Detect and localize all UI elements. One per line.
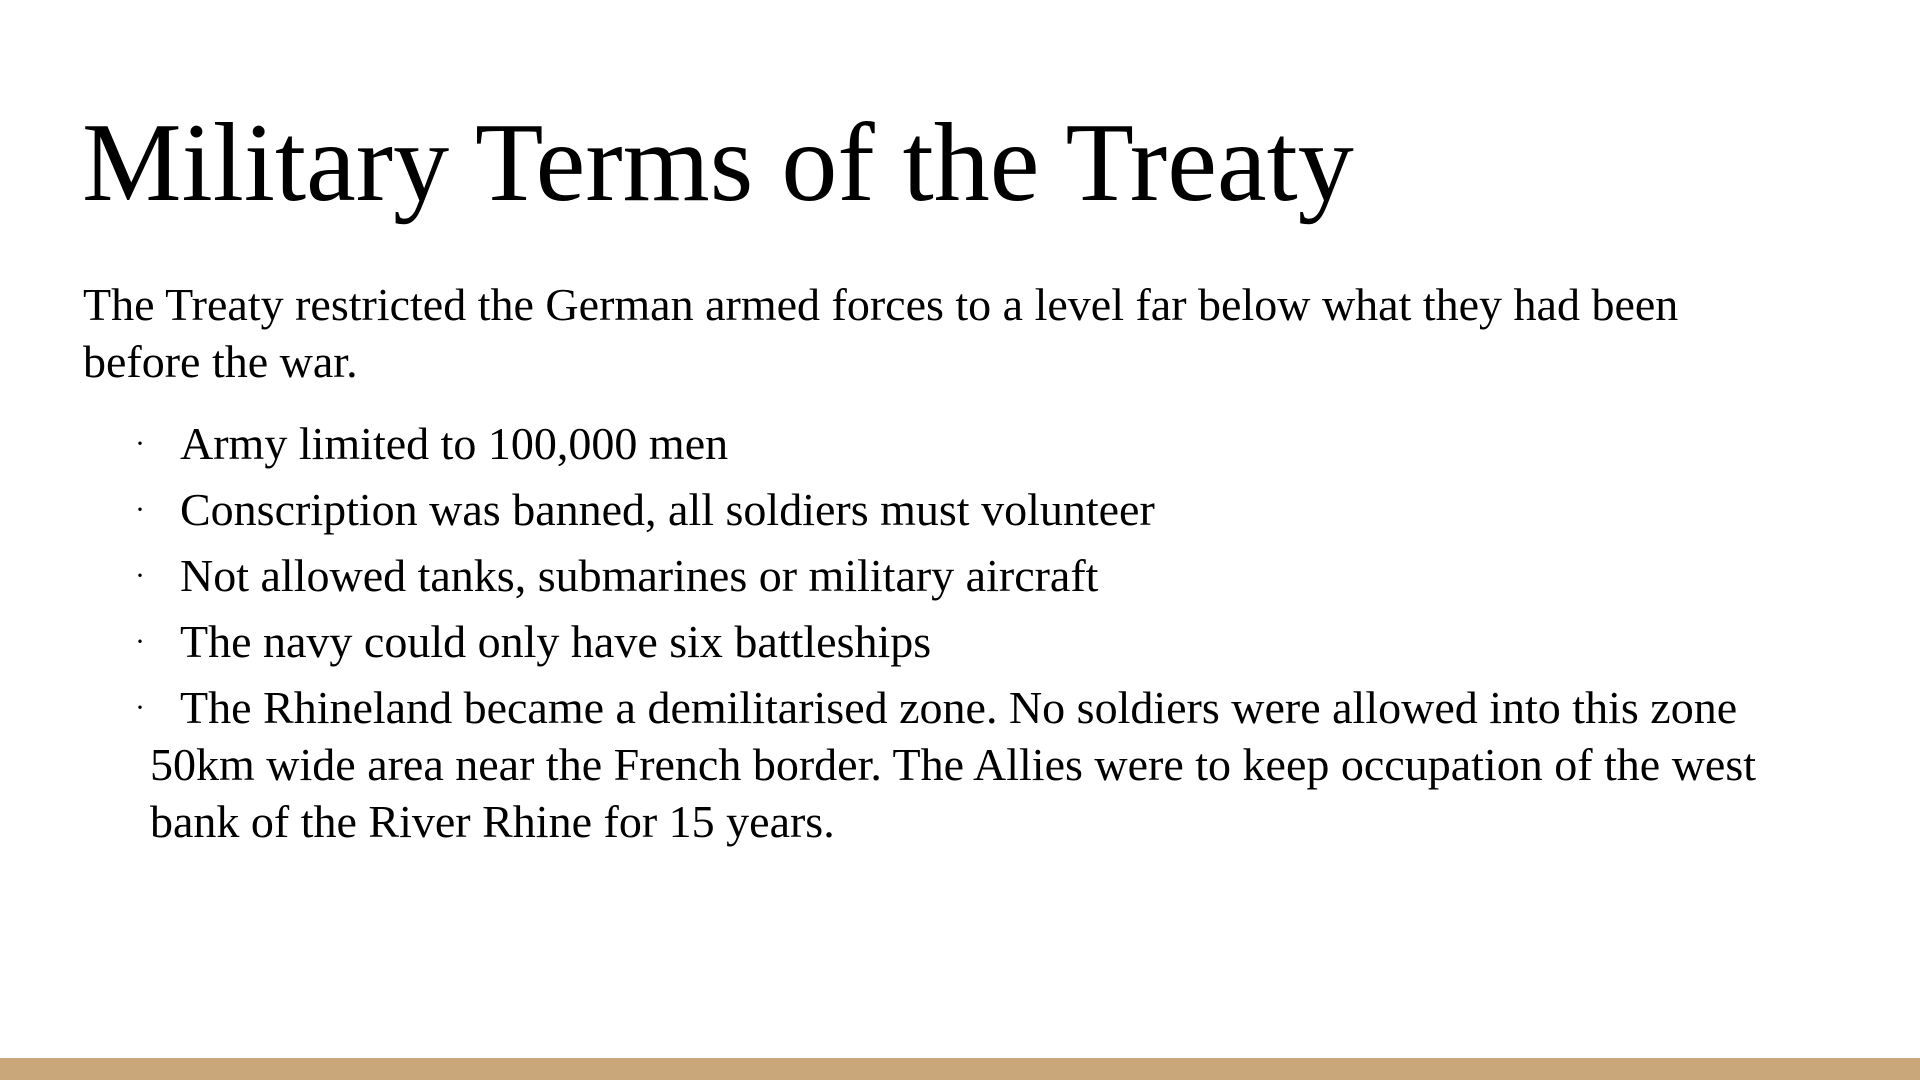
list-item-text: Not allowed tanks, submarines or military aircraft [180, 550, 1099, 601]
bullet-icon: · [135, 625, 145, 658]
bullet-icon: · [135, 427, 145, 460]
bullet-icon: · [135, 493, 145, 526]
list-item [130, 679, 1830, 850]
list-item-text: The Rhineland became a demilitarised zone. No soldiers were allowed into this zone 50km wide area near the French border. The Allies were to keep occupation of the west bank of the River Rhine for 15 years. [150, 682, 1757, 847]
list-item [130, 415, 1830, 472]
list-item [130, 613, 1830, 670]
list-item [130, 481, 1830, 538]
bullet-icon: · [135, 691, 145, 724]
footer-accent-bar [0, 1058, 1920, 1080]
list-item [130, 547, 1830, 604]
list-item-text: Army limited to 100,000 men [180, 418, 729, 469]
bullet-list [130, 415, 1830, 859]
intro-paragraph: The Treaty restricted the German armed forces to a level far below what they had been before the war. [83, 279, 1679, 387]
list-item-text: The navy could only have six battleships [180, 616, 932, 667]
list-item-text: Conscription was banned, all soldiers must volunteer [180, 484, 1155, 535]
bullet-icon: · [135, 559, 145, 592]
slide-title: Military Terms of the Treaty [82, 101, 1354, 225]
